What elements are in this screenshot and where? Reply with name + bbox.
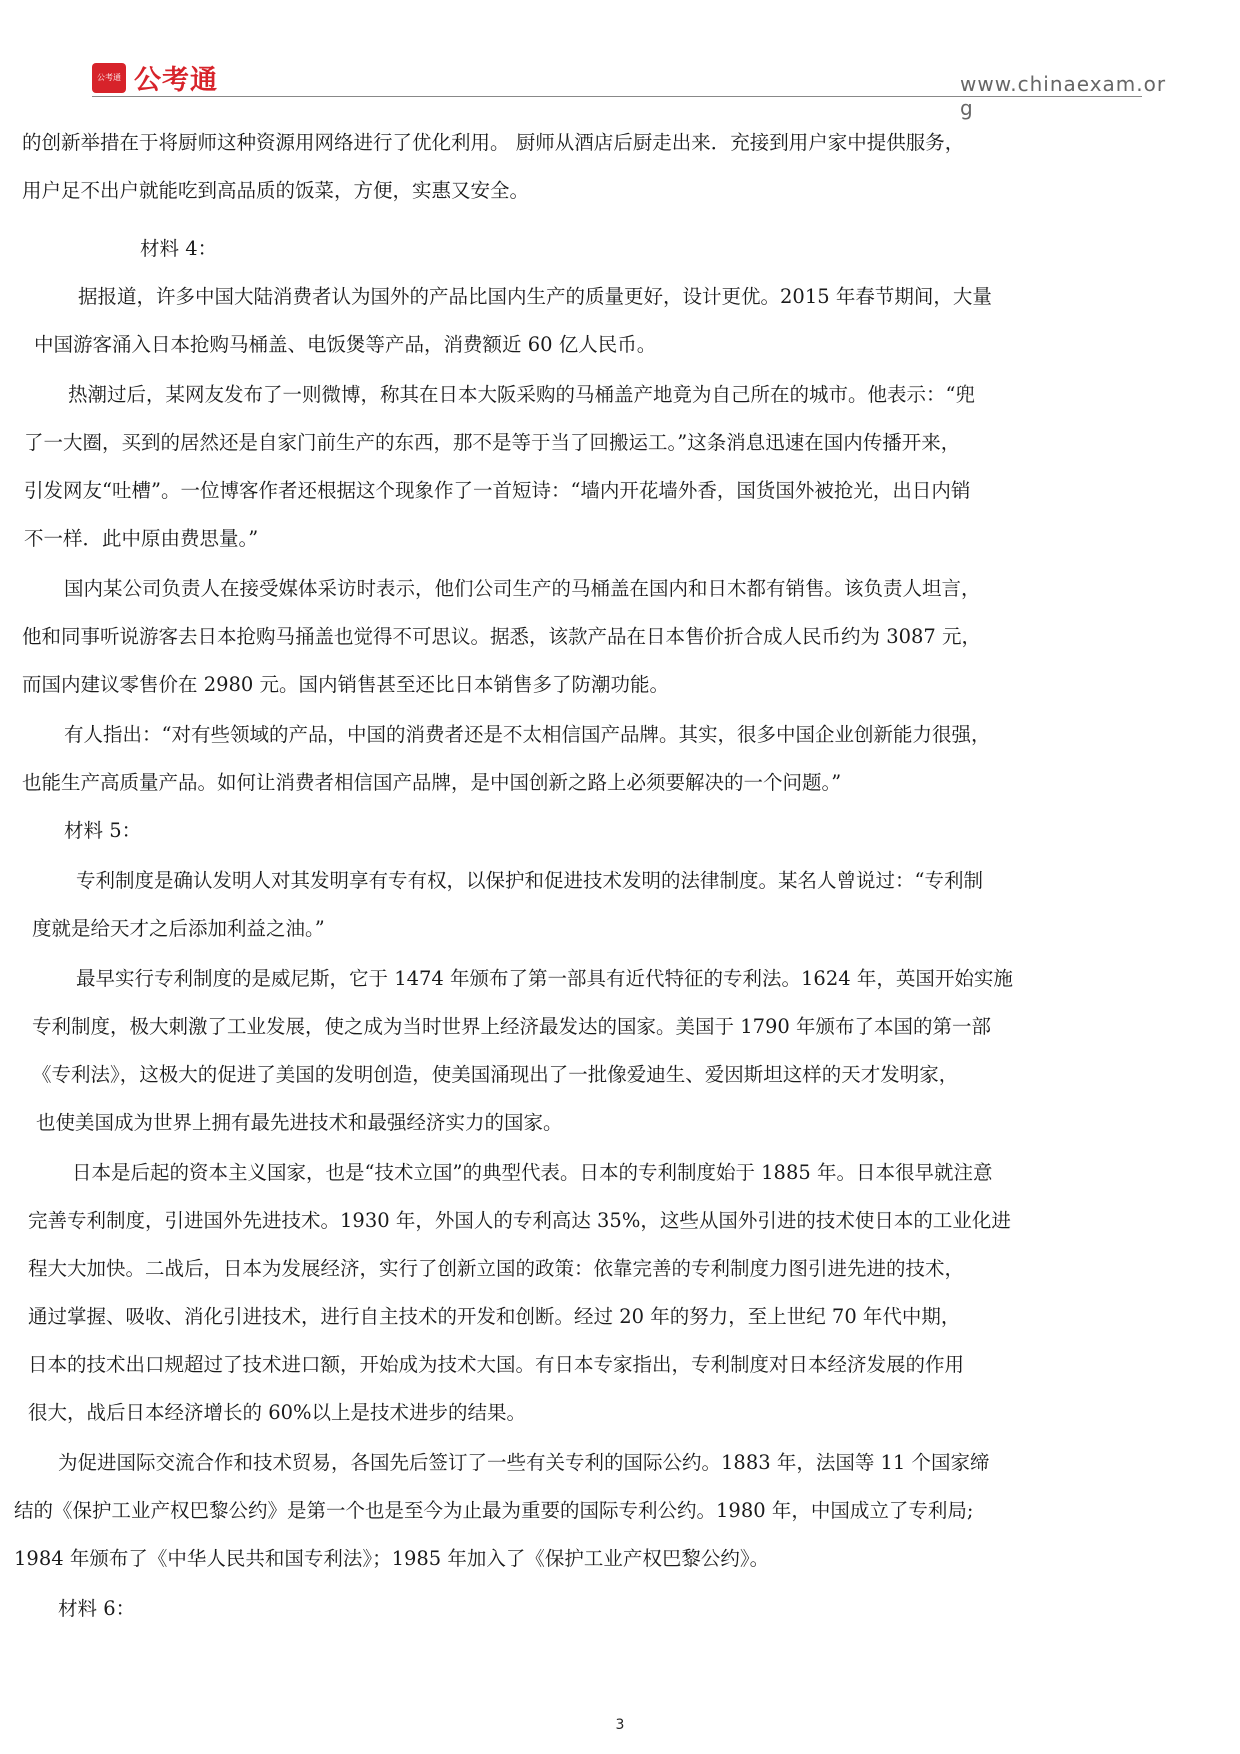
text-line: 他和同事听说游客去日本抢购马捅盖也觉得不可思议。据悉，该款产品在日本售价折合成人民币约为 3087 元， bbox=[22, 625, 982, 648]
logo-wordmark: 公考通 bbox=[134, 65, 218, 96]
text-line: 不一样．此中原由费思量。” bbox=[24, 527, 259, 550]
text-line: 专利制度是确认发明人对其发明享有专有权，以保护和促进技术发明的法律制度。某名人曾说过：“专利制 bbox=[76, 869, 983, 892]
text-line: 中国游客涌入日本抢购马桶盖、电饭煲等产品，消费额近 60 亿人民币。 bbox=[34, 333, 657, 356]
text-line: 国内某公司负责人在接受媒体采访时表示，他们公司生产的马桶盖在国内和日木都有销售。该负责人坦言， bbox=[64, 577, 981, 600]
text-line: 结的《保护工业产权巴黎公约》是第一个也是至今为止最为重要的国际专利公约。1980 年，中国成立了专利局; bbox=[14, 1499, 974, 1522]
text-line: 最早实行专利制度的是威尼斯，它于 1474 年颁布了第一部具有近代特征的专利法。1624 年，英国开始实施 bbox=[76, 967, 1013, 990]
logo-badge: 公考通 bbox=[92, 63, 126, 93]
text-line: 也能生产高质量产品。如何让消费者相信国产品牌，是中国创新之路上必须要解决的一个问题。” bbox=[22, 771, 842, 794]
text-line: 《专利法》，这极大的促进了美国的发明创造，使美国涌现出了一批像爱迪生、爱因斯坦这样的天才发明家， bbox=[32, 1063, 959, 1086]
text-line: 1984 年颁布了《中华人民共和国专利法》；1985 年加入了《保护工业产权巴黎公约》。 bbox=[14, 1547, 770, 1570]
text-line: 的创新举措在于将厨师这种资源用网络进行了优化利用。 厨师从酒店后厨走出来．充接到用户家中提供服务， bbox=[22, 131, 965, 154]
text-line: 引发网友“吐槽”。一位博客作者还根据这个现象作了一首短诗：“墙内开花墙外香，国货国外被抢光，出日内销 bbox=[24, 479, 971, 502]
text-line: 而国内建议零售价在 2980 元。国内销售甚至还比日本销售多了防潮功能。 bbox=[22, 673, 670, 696]
section-heading-material-5: 材料 5： bbox=[64, 819, 142, 842]
brand-logo[interactable] bbox=[92, 58, 218, 97]
text-line: 为促进国际交流合作和技术贸易，各国先后签订了一些有关专利的国际公约。1883 年，法国等 11 个国家缔 bbox=[58, 1451, 990, 1474]
page-header bbox=[0, 0, 1240, 120]
text-line: 热潮过后，某网友发布了一则微博，称其在日本大阪采购的马桶盖产地竟为自己所在的城市。他表示：“兜 bbox=[68, 383, 975, 406]
text-line: 了一大圈，买到的居然还是自家门前生产的东西，那不是等于当了回搬运工。”这条消息迅速在国内传播开来， bbox=[24, 431, 961, 454]
text-line: 度就是给天才之后添加利益之油。” bbox=[32, 917, 325, 940]
text-line: 日本是后起的资本主义国家，也是“技术立国”的典型代表。日本的专利制度始于 1885 年。日本很早就注意 bbox=[72, 1161, 993, 1184]
text-line: 程大大加快。二战后，日本为发展经济，实行了创新立国的政策：依靠完善的专利制度力图引进先进的技术， bbox=[28, 1257, 965, 1280]
text-line: 通过掌握、吸收、消化引进技术，进行自主技术的开发和创断。经过 20 年的努力，至上世纪 70 年代中期， bbox=[28, 1305, 961, 1328]
text-line: 有人指出：“对有些领域的产品，中国的消费者还是不太相信国产品牌。其实，很多中国企业创新能力很强， bbox=[64, 723, 991, 746]
text-line: 据报道，许多中国大陆消费者认为国外的产品比国内生产的质量更好，设计更优。2015 年春节期间，大量 bbox=[78, 285, 992, 308]
page-number: 3 bbox=[615, 1717, 625, 1733]
text-line: 专利制度，极大刺激了工业发展，使之成为当时世界上经济最发达的国家。美国于 1790 年颁布了本国的第一部 bbox=[32, 1015, 992, 1038]
text-line: 也使美国成为世界上拥有最先进技术和最强经济实力的国家。 bbox=[36, 1111, 563, 1134]
text-line: 完善专利制度，引进国外先进技术。1930 年，外国人的专利高达 35%，这些从国外引进的技术使日本的工业化进 bbox=[28, 1209, 1011, 1232]
text-line: 很大，战后日本经济增长的 60%以上是技术进步的结果。 bbox=[28, 1401, 527, 1424]
section-heading-material-4: 材料 4： bbox=[140, 237, 218, 260]
header-divider bbox=[92, 96, 1142, 97]
section-heading-material-6: 材料 6： bbox=[58, 1597, 136, 1620]
text-line: 日本的技术出口规超过了技术进口额，开始成为技术大国。有日本专家指出，专利制度对日本经济发展的作用 bbox=[28, 1353, 965, 1376]
site-url[interactable]: www.chinaexam.org bbox=[960, 72, 1167, 120]
text-line: 用户足不出户就能吃到高品质的饭菜，方便，实惠又安全。 bbox=[22, 179, 530, 202]
